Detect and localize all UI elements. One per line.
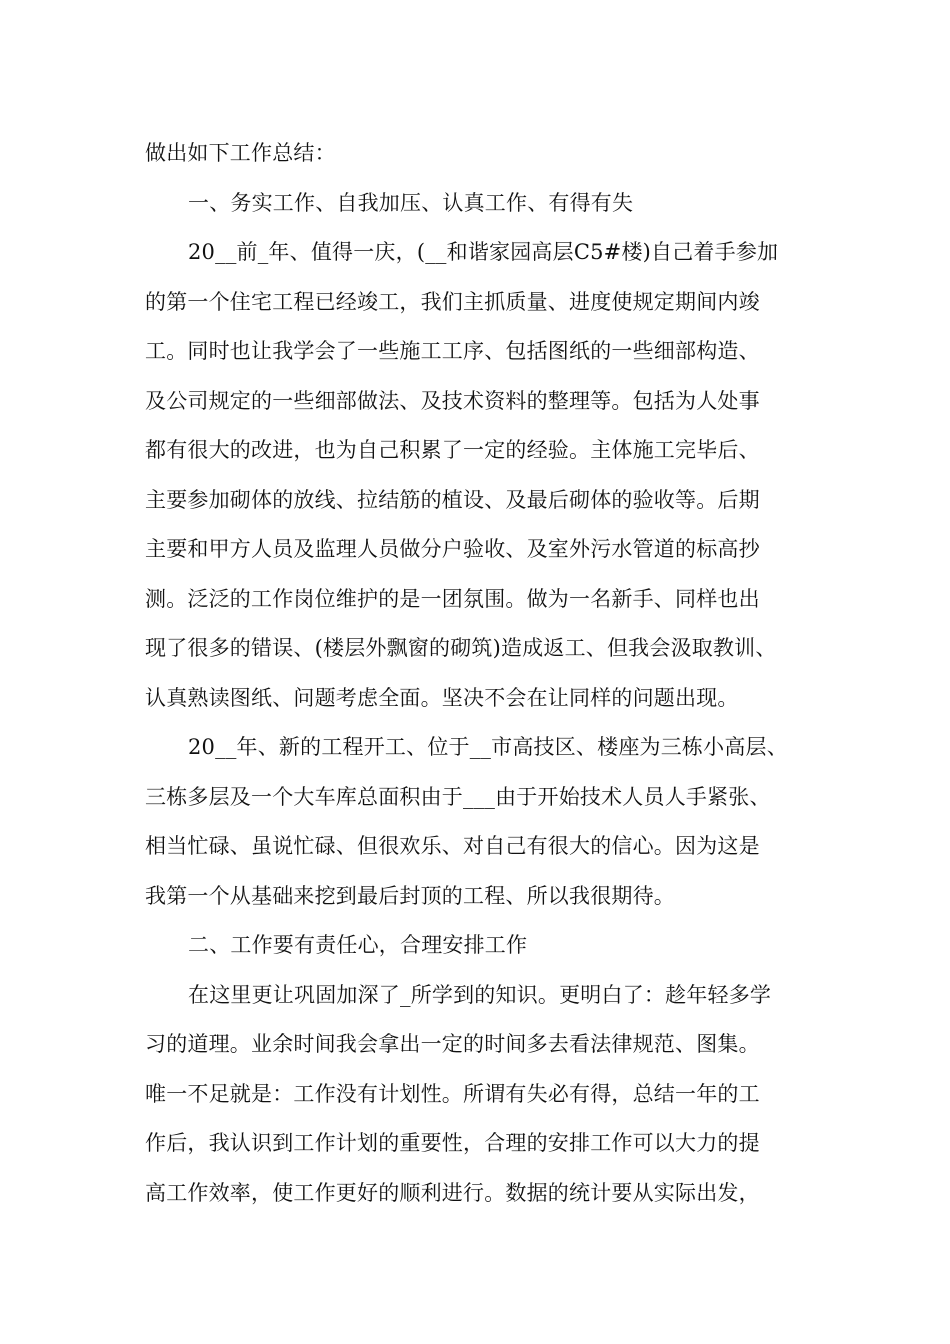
text-line: 的第一个住宅工程已经竣工，我们主抓质量、进度使规定期间内竣 bbox=[145, 289, 760, 314]
text-line: 做出如下工作总结： bbox=[145, 141, 336, 165]
section-heading: 二、工作要有责任心，合理安排工作 bbox=[188, 933, 528, 957]
text-line: 唯一不足就是：工作没有计划性。所谓有失必有得，总结一年的工 bbox=[145, 1081, 760, 1106]
text-line: 高工作效率，使工作更好的顺利进行。数据的统计要从实际出发， bbox=[145, 1180, 760, 1205]
document-body bbox=[145, 129, 835, 1218]
text-line: 都有很大的改进，也为自己积累了一定的经验。主体施工完毕后、 bbox=[145, 438, 760, 462]
text-line: 主要参加砌体的放线、拉结筋的植设、及最后砌体的验收等。后期 bbox=[145, 487, 760, 512]
text-line: 相当忙碌、虽说忙碌、但很欢乐、对自己有很大的信心。因为这是 bbox=[145, 834, 760, 858]
text-line: 工。同时也让我学会了一些施工工序、包括图纸的一些细部构造、 bbox=[145, 339, 760, 363]
text-line: 20__前_年、值得一庆，(__和谐家园高层C5#楼)自己着手参加 bbox=[188, 240, 779, 264]
section-heading: 一、务实工作、自我加压、认真工作、有得有失 bbox=[188, 190, 634, 215]
text-line: 现了很多的错误、(楼层外飘窗的砌筑)造成返工、但我会汲取教训、 bbox=[145, 636, 777, 660]
text-line: 20__年、新的工程开工、位于__市高技区、楼座为三栋小高层、 bbox=[188, 735, 788, 759]
text-line: 三栋多层及一个大车库总面积由于___由于开始技术人员人手紧张、 bbox=[145, 784, 771, 809]
text-line: 及公司规定的一些细部做法、及技术资料的整理等。包括为人处事 bbox=[145, 388, 760, 413]
text-line: 作后，我认识到工作计划的重要性，合理的安排工作可以大力的提 bbox=[145, 1131, 760, 1155]
text-line: 我第一个从基础来挖到最后封顶的工程、所以我很期待。 bbox=[145, 883, 675, 908]
text-line: 主要和甲方人员及监理人员做分户验收、及室外污水管道的标高抄 bbox=[145, 537, 760, 561]
text-line: 习的道理。业余时间我会拿出一定的时间多去看法律规范、图集。 bbox=[145, 1032, 760, 1056]
text-line: 测。泛泛的工作岗位维护的是一团氛围。做为一名新手、同样也出 bbox=[145, 586, 760, 611]
text-line: 在这里更让巩固加深了_所学到的知识。更明白了：趁年轻多学 bbox=[188, 982, 772, 1007]
text-line: 认真熟读图纸、问题考虑全面。坚决不会在让同样的问题出现。 bbox=[145, 685, 739, 710]
